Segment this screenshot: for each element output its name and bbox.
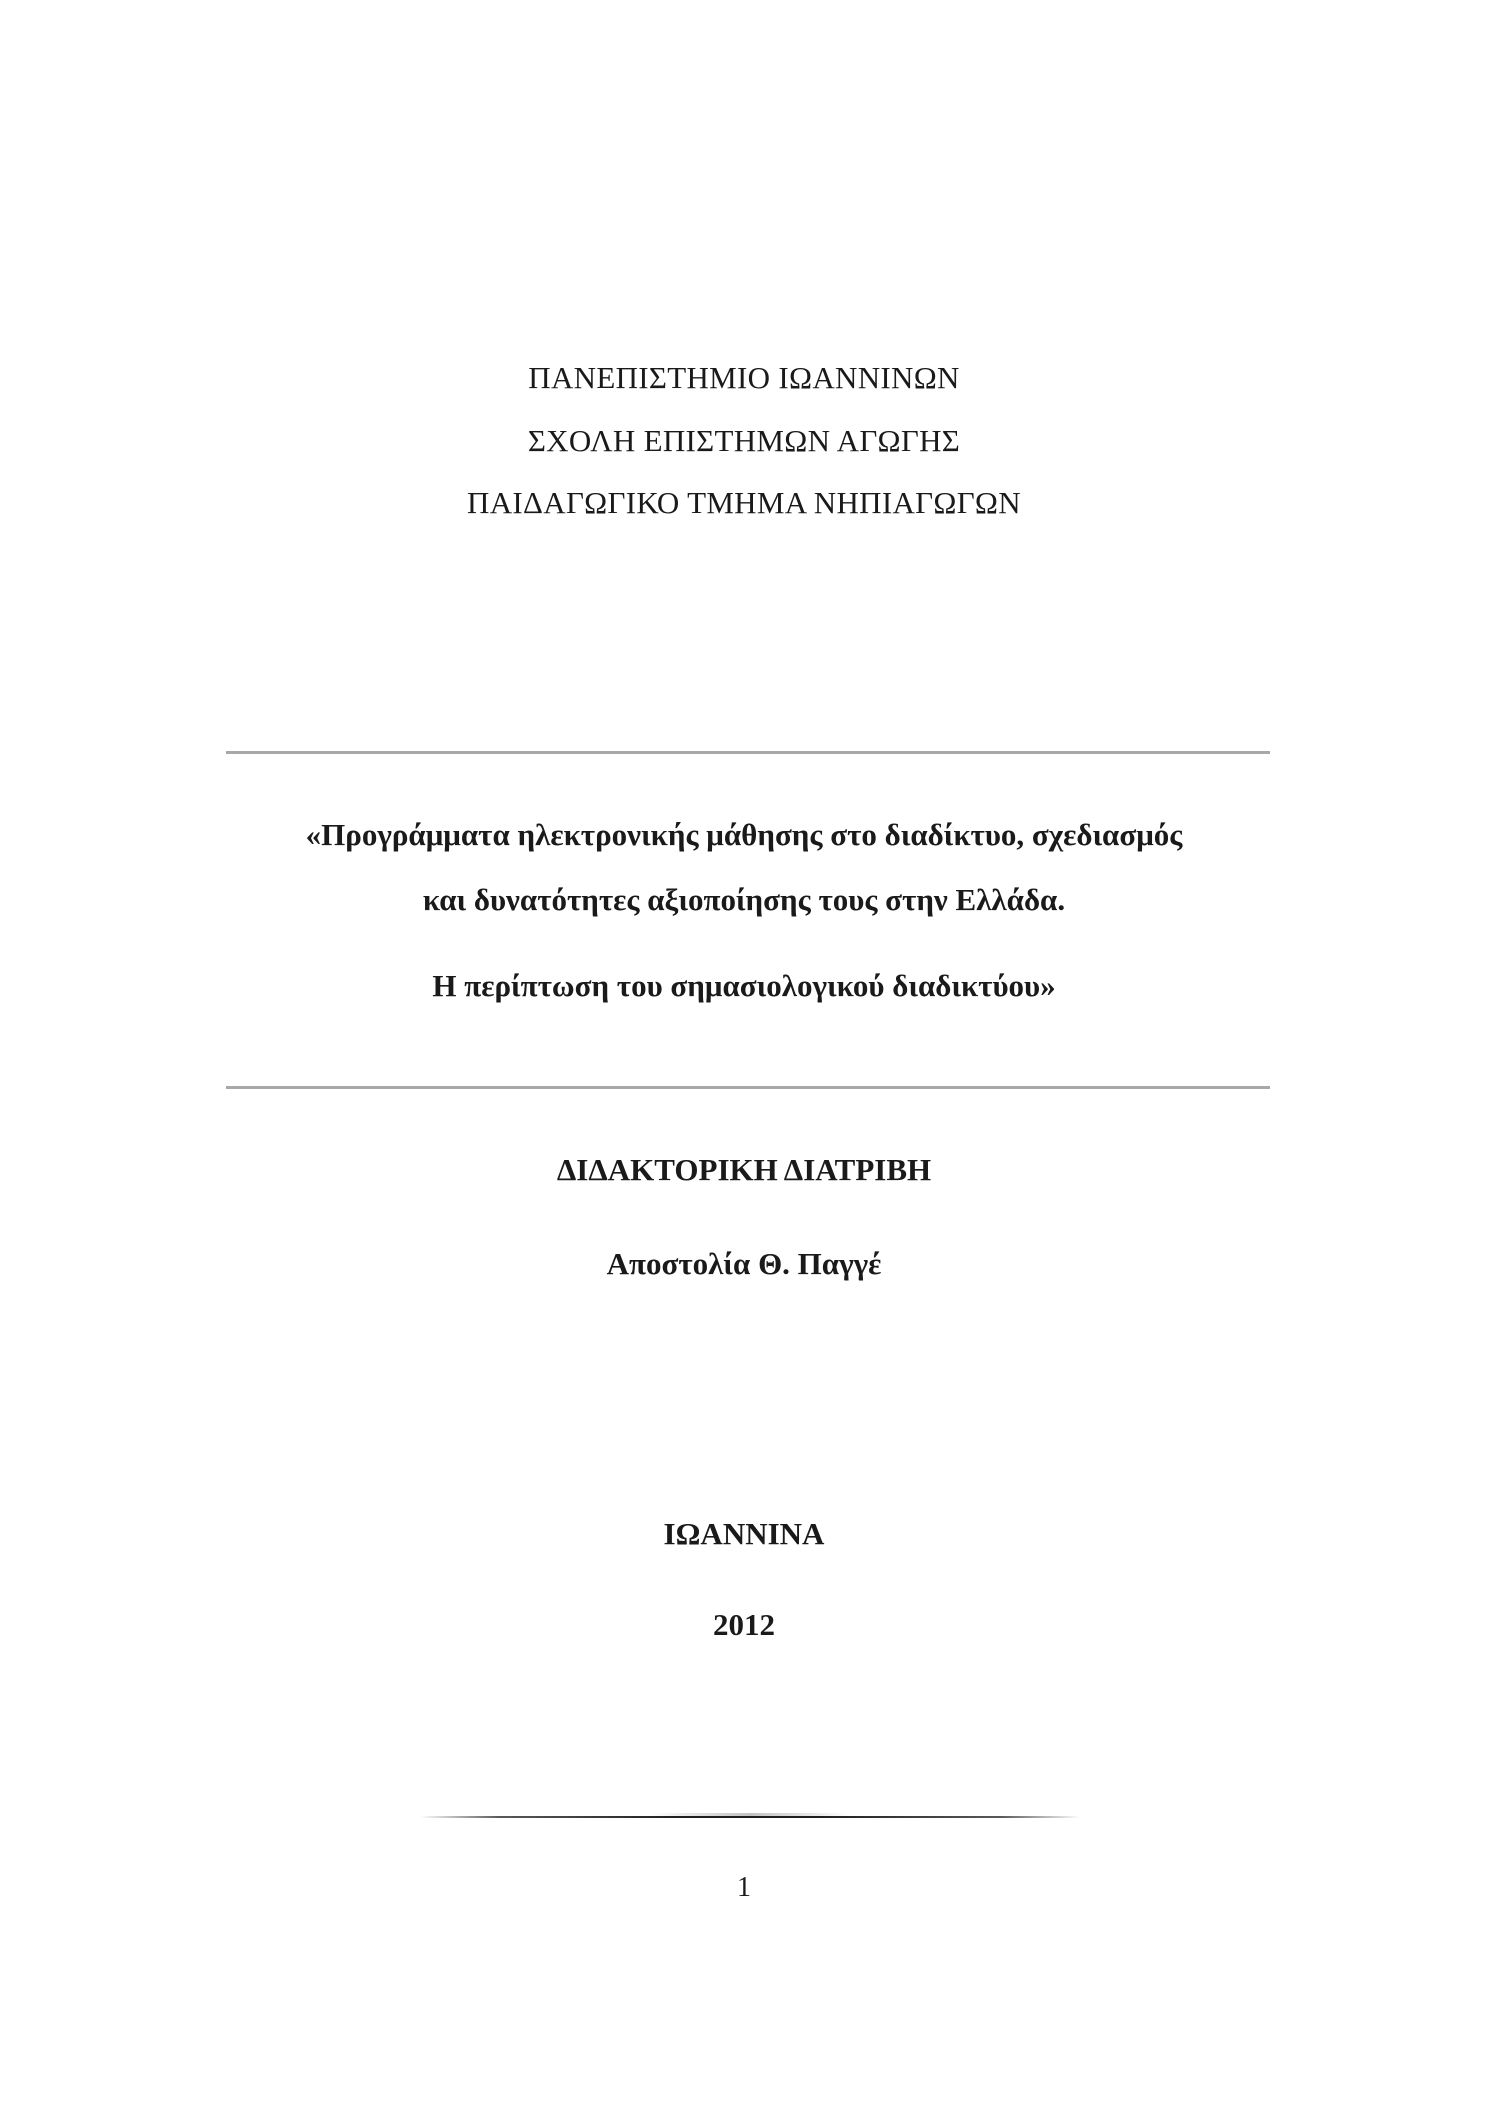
year: 2012 (713, 1607, 775, 1642)
author-name: Αποστολία Θ. Παγγέ (606, 1246, 882, 1281)
city: ΙΩΑΝΝΙΝΑ (663, 1516, 825, 1551)
title-bottom-rule (226, 1086, 1270, 1089)
footer-rule (420, 1816, 1080, 1818)
university-name: ΠΑΝΕΠΙΣΤΗΜΙΟ ΙΩΑΝΝΙΝΩΝ (528, 360, 960, 395)
department-name: ΠΑΙΔΑΓΩΓΙΚΟ ΤΜΗΜΑ ΝΗΠΙΑΓΩΓΩΝ (467, 485, 1021, 520)
thesis-type: ΔΙΔΑΚΤΟΡΙΚΗ ΔΙΑΤΡΙΒΗ (556, 1152, 932, 1187)
title-top-rule (226, 751, 1270, 754)
page-number: 1 (737, 1872, 751, 1903)
thesis-title-line-3: Η περίπτωση του σημασιολογικού διαδικτύου» (432, 968, 1056, 1003)
school-name: ΣΧΟΛΗ ΕΠΙΣΤΗΜΩΝ ΑΓΩΓΗΣ (527, 423, 961, 458)
thesis-title-line-1: «Προγράμματα ηλεκτρονικής μάθησης στο διαδίκτυο, σχεδιασμός (305, 817, 1183, 852)
thesis-title-line-2: και δυνατότητες αξιοποίησης τους στην Ελλάδα. (422, 882, 1066, 917)
